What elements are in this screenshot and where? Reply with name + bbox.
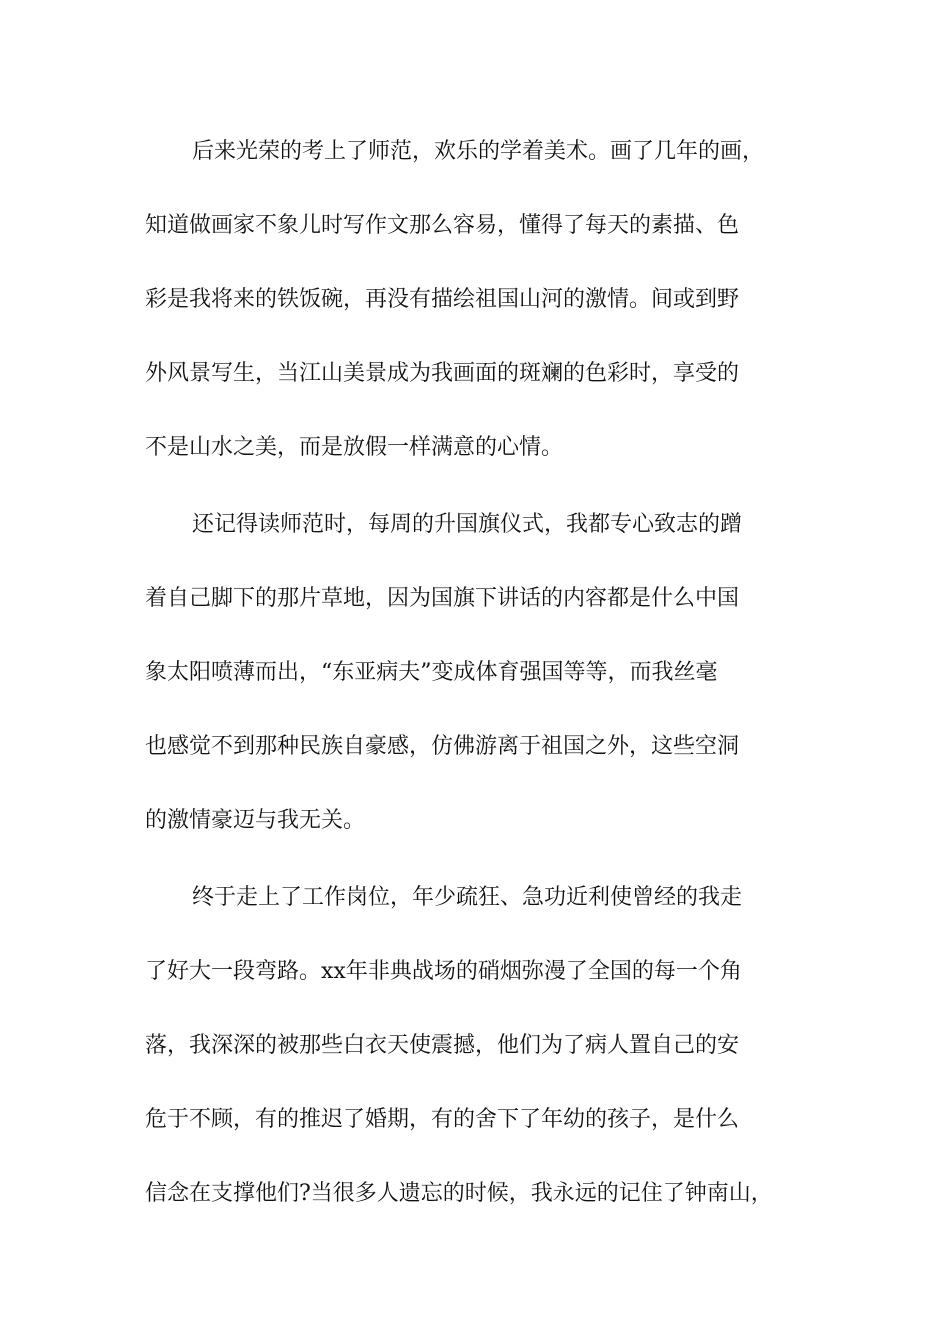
paragraph-1-line-2: 知道做画家不象儿时写作文那么容易，懂得了每天的素描、色 [145, 213, 740, 238]
paragraph-1-line-3: 彩是我将来的铁饭碗，再没有描绘祖国山河的激情。间或到野 [145, 287, 740, 312]
paragraph-2-line-3: 象太阳喷薄而出，“东亚病夫”变成体育强国等等，而我丝毫 [145, 660, 718, 685]
paragraph-2-line-4: 也感觉不到那种民族自豪感，仿佛游离于祖国之外，这些空洞 [145, 734, 740, 759]
paragraph-3-line-5: 信念在支撑他们?当很多人遗忘的时候，我永远的记住了钟南山， [145, 1181, 773, 1206]
paragraph-2-line-5: 的激情豪迈与我无关。 [145, 808, 366, 833]
paragraph-3-line-1: 终于走上了工作岗位，年少疏狂、急功近利使曾经的我走 [192, 885, 743, 910]
paragraph-3-line-2: 了好大一段弯路。xx年非典战场的硝烟弥漫了全国的每一个角 [145, 959, 742, 984]
paragraph-1-line-4: 外风景写生，当江山美景成为我画面的斑斓的色彩时，享受的 [145, 361, 740, 386]
paragraph-3-line-3: 落，我深深的被那些白衣天使震撼，他们为了病人置自己的安 [145, 1033, 740, 1058]
paragraph-2-line-1: 还记得读师范时，每周的升国旗仪式，我都专心致志的蹭 [192, 512, 743, 537]
paragraph-3-line-4: 危于不顾，有的推迟了婚期，有的舍下了年幼的孩子，是什么 [145, 1107, 740, 1132]
paragraph-1-line-5: 不是山水之美，而是放假一样满意的心情。 [145, 435, 564, 460]
paragraph-2-line-2: 着自己脚下的那片草地，因为国旗下讲话的内容都是什么中国 [145, 586, 740, 611]
paragraph-1-line-1: 后来光荣的考上了师范，欢乐的学着美术。画了几年的画， [192, 139, 765, 164]
